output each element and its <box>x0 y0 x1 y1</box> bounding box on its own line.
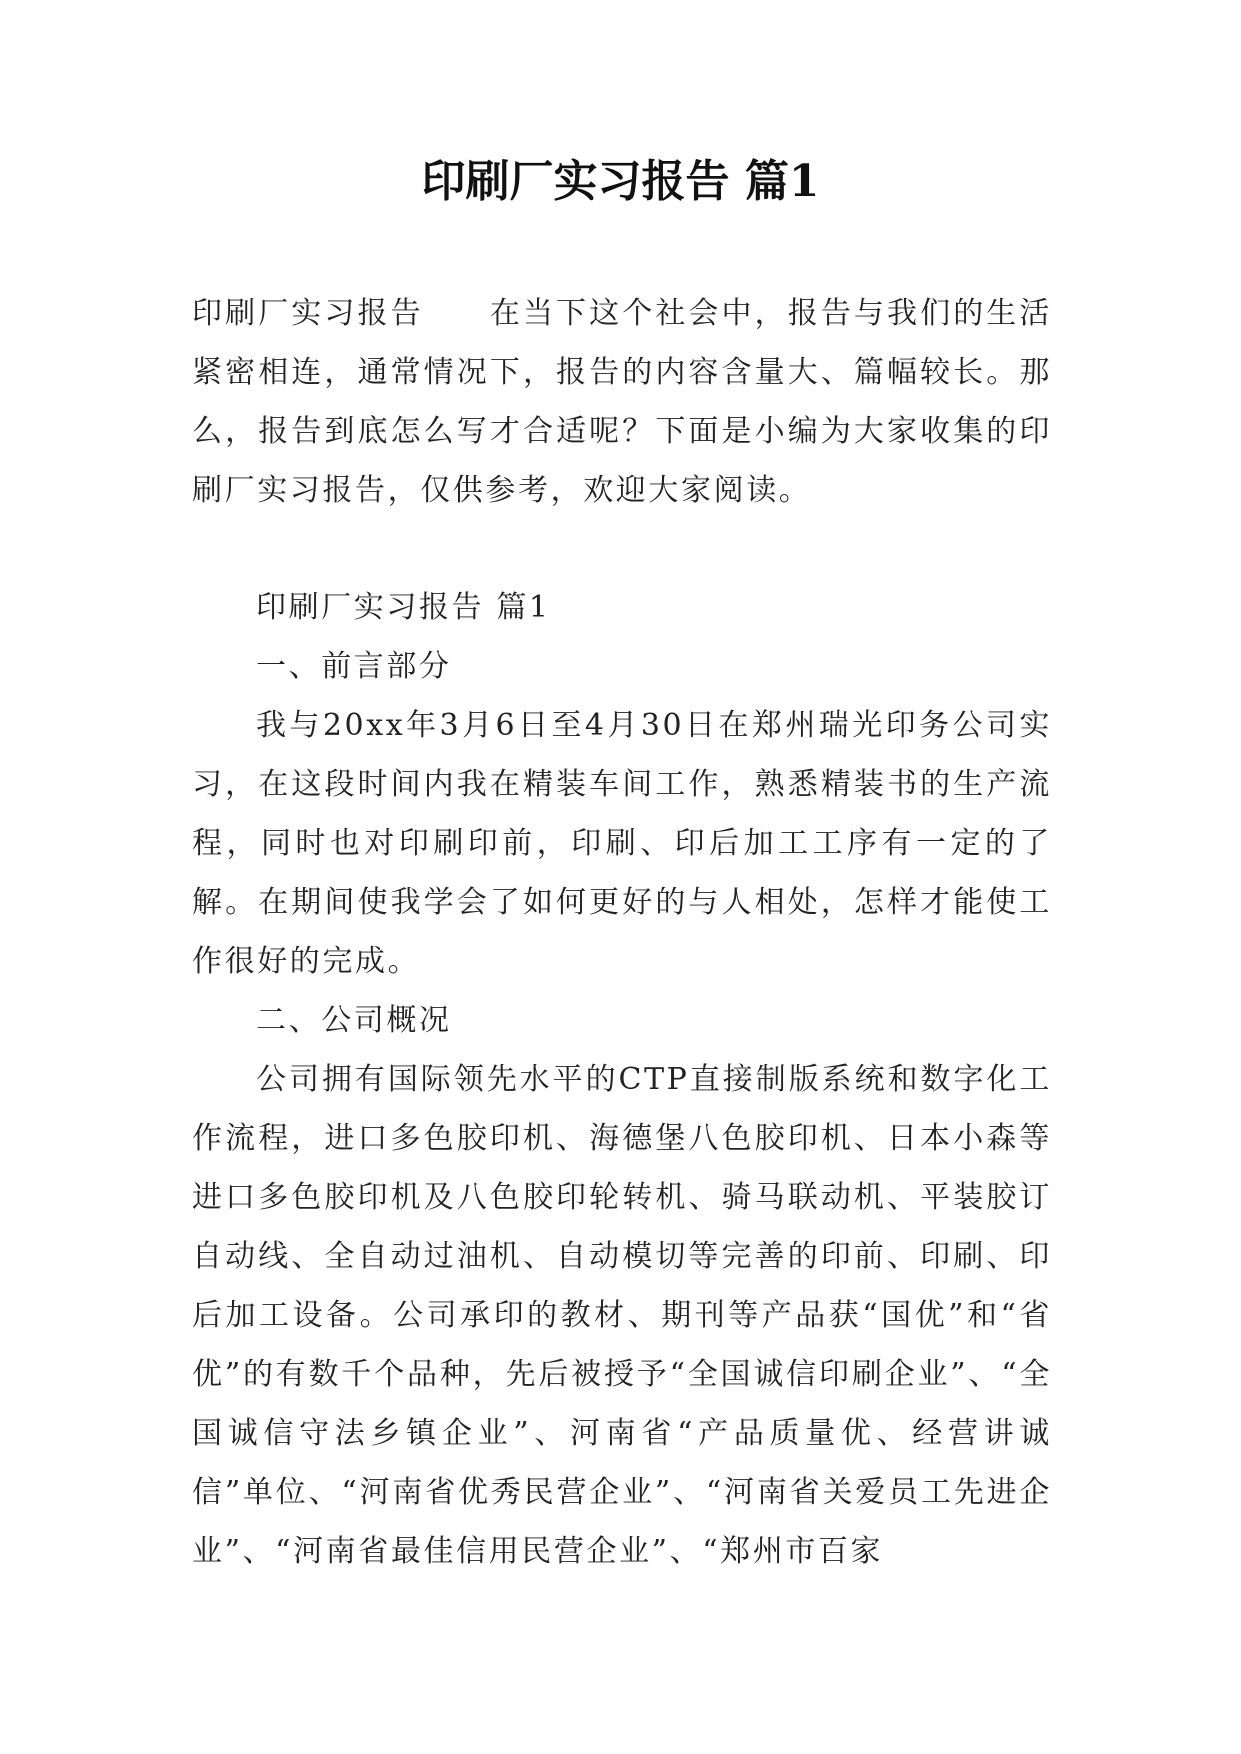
document-body <box>192 578 1052 1581</box>
intro-paragraph: 印刷厂实习报告 在当下这个社会中，报告与我们的生活紧密相连，通常情况下，报告的内容含量大、篇幅较长。那么，报告到底怎么写才合适呢？下面是小编为大家收集的印刷厂实习报告，仅供参考，欢迎大家阅读。 <box>192 296 1052 508</box>
body-paragraph: 我与20xx年3月6日至4月30日在郑州瑞光印务公司实习，在这段时间内我在精装车间工作，熟悉精装书的生产流程，同时也对印刷印前，印刷、印后加工工序有一定的了解。在期间使我学会了如何更好的与人相处，怎样才能使工作很好的完成。 <box>192 708 1052 979</box>
section-heading: 印刷厂实习报告 篇1 <box>256 590 551 625</box>
document-title: 印刷厂实习报告 篇1 <box>421 156 820 207</box>
section-heading: 二、公司概况 <box>256 1003 452 1038</box>
section-heading: 一、前言部分 <box>256 649 452 684</box>
body-paragraph: 公司拥有国际领先水平的CTP直接制版系统和数字化工作流程，进口多色胶印机、海德堡八色胶印机、日本小森等进口多色胶印机及八色胶印轮转机、骑马联动机、平装胶订自动线、全自动过油机、自动模切等完善的印前、印刷、印后加工设备。公司承印的教材、期刊等产品获“国优”和“省优”的有数千个品种，先后被授予“全国诚信印刷企业”、“全国诚信守法乡镇企业”、河南省“产品质量优、经营讲诚信”单位、“河南省优秀民营企业”、“河南省关爱员工先进企业”、“河南省最佳信用民营企业”、“郑州市百家 <box>192 1062 1052 1569</box>
